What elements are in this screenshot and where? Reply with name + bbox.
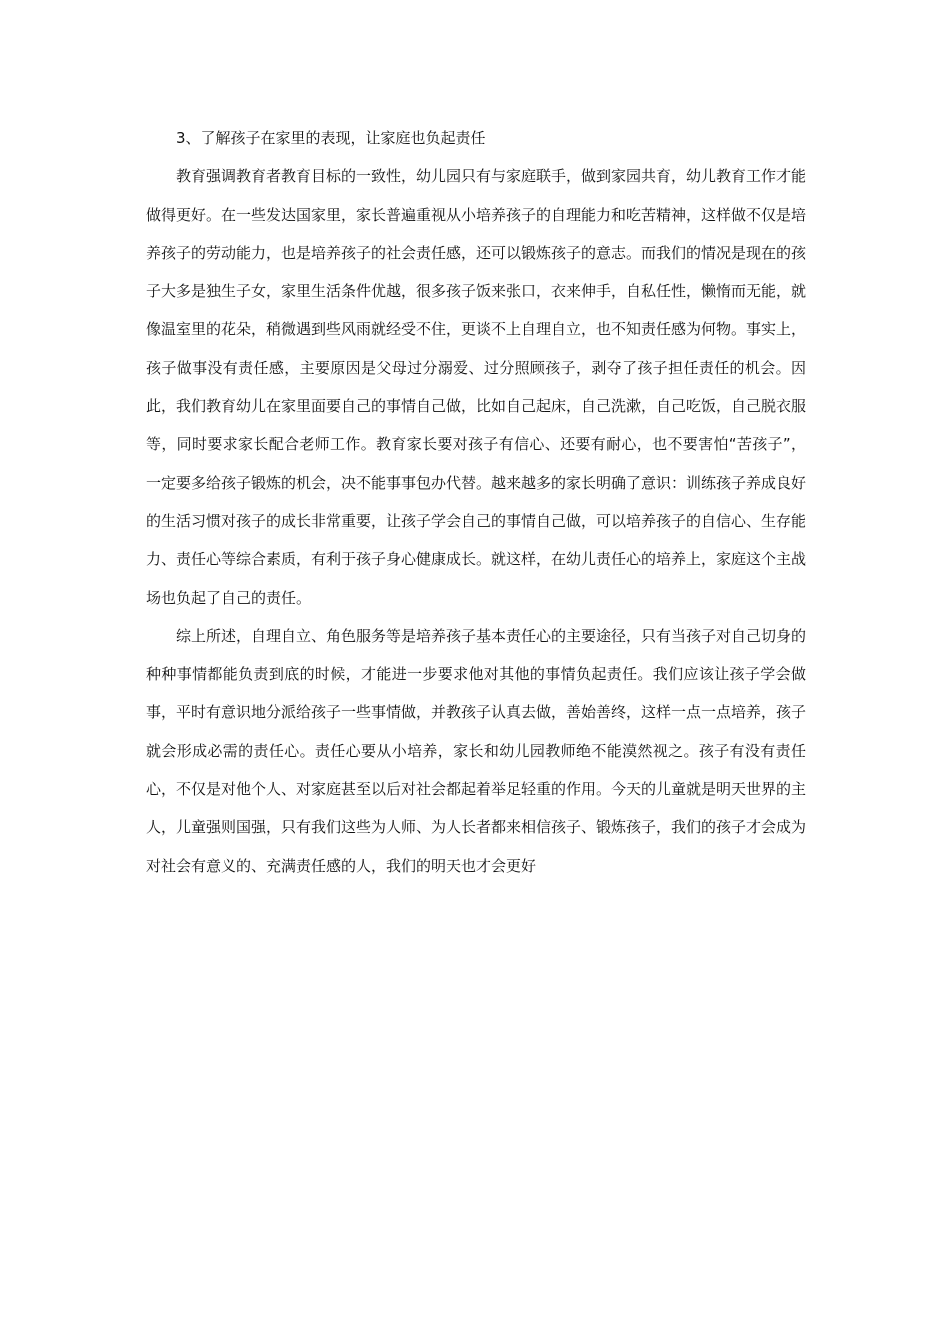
document-body xyxy=(146,119,806,885)
paragraph-family-responsibility: 教育强调教育者教育目标的一致性，幼儿园只有与家庭联手，做到家园共育，幼儿教育工作才能做得更好。在一些发达国家里，家长普遍重视从小培养孩子的自理能力和吃苦精神，这样做不仅是培养孩子的劳动能力，也是培养孩子的社会责任感，还可以锻炼孩子的意志。而我们的情况是现在的孩子大多是独生子女，家里生活条件优越，很多孩子饭来张口，衣来伸手，自私任性，懒惰而无能，就像温室里的花朵，稍微遇到些风雨就经受不住，更谈不上自理自立，也不知责任感为何物。事实上，孩子做事没有责任感，主要原因是父母过分溺爱、过分照顾孩子，剥夺了孩子担任责任的机会。因此，我们教育幼儿在家里面要自己的事情自己做，比如自己起床，自己洗漱，自己吃饭，自己脱衣服等，同时要求家长配合老师工作。教育家长要对孩子有信心、还要有耐心，也不要害怕“苦孩子”，一定要多给孩子锻炼的机会，决不能事事包办代替。越来越多的家长明确了意识：训练孩子养成良好的生活习惯对孩子的成长非常重要，让孩子学会自己的事情自己做，可以培养孩子的自信心、生存能力、责任心等综合素质，有利于孩子身心健康成长。就这样，在幼儿责任心的培养上，家庭这个主战场也负起了自己的责任。 xyxy=(146,167,807,607)
paragraph-conclusion: 综上所述，自理自立、角色服务等是培养孩子基本责任心的主要途径，只有当孩子对自己切身的种种事情都能负责到底的时候，才能进一步要求他对其他的事情负起责任。我们应该让孩子学会做事，平时有意识地分派给孩子一些事情做，并教孩子认真去做，善始善终，这样一点一点培养，孩子就会形成必需的责任心。责任心要从小培养，家长和幼儿园教师绝不能漠然视之。孩子有没有责任心，不仅是对他个人、对家庭甚至以后对社会都起着举足轻重的作用。今天的儿童就是明天世界的主人，儿童强则国强，只有我们这些为人师、为人长者都来相信孩子、锻炼孩子，我们的孩子才会成为对社会有意义的、充满责任感的人，我们的明天也才会更好 xyxy=(146,626,807,875)
section-heading: 3、了解孩子在家里的表现，让家庭也负起责任 xyxy=(176,129,486,147)
